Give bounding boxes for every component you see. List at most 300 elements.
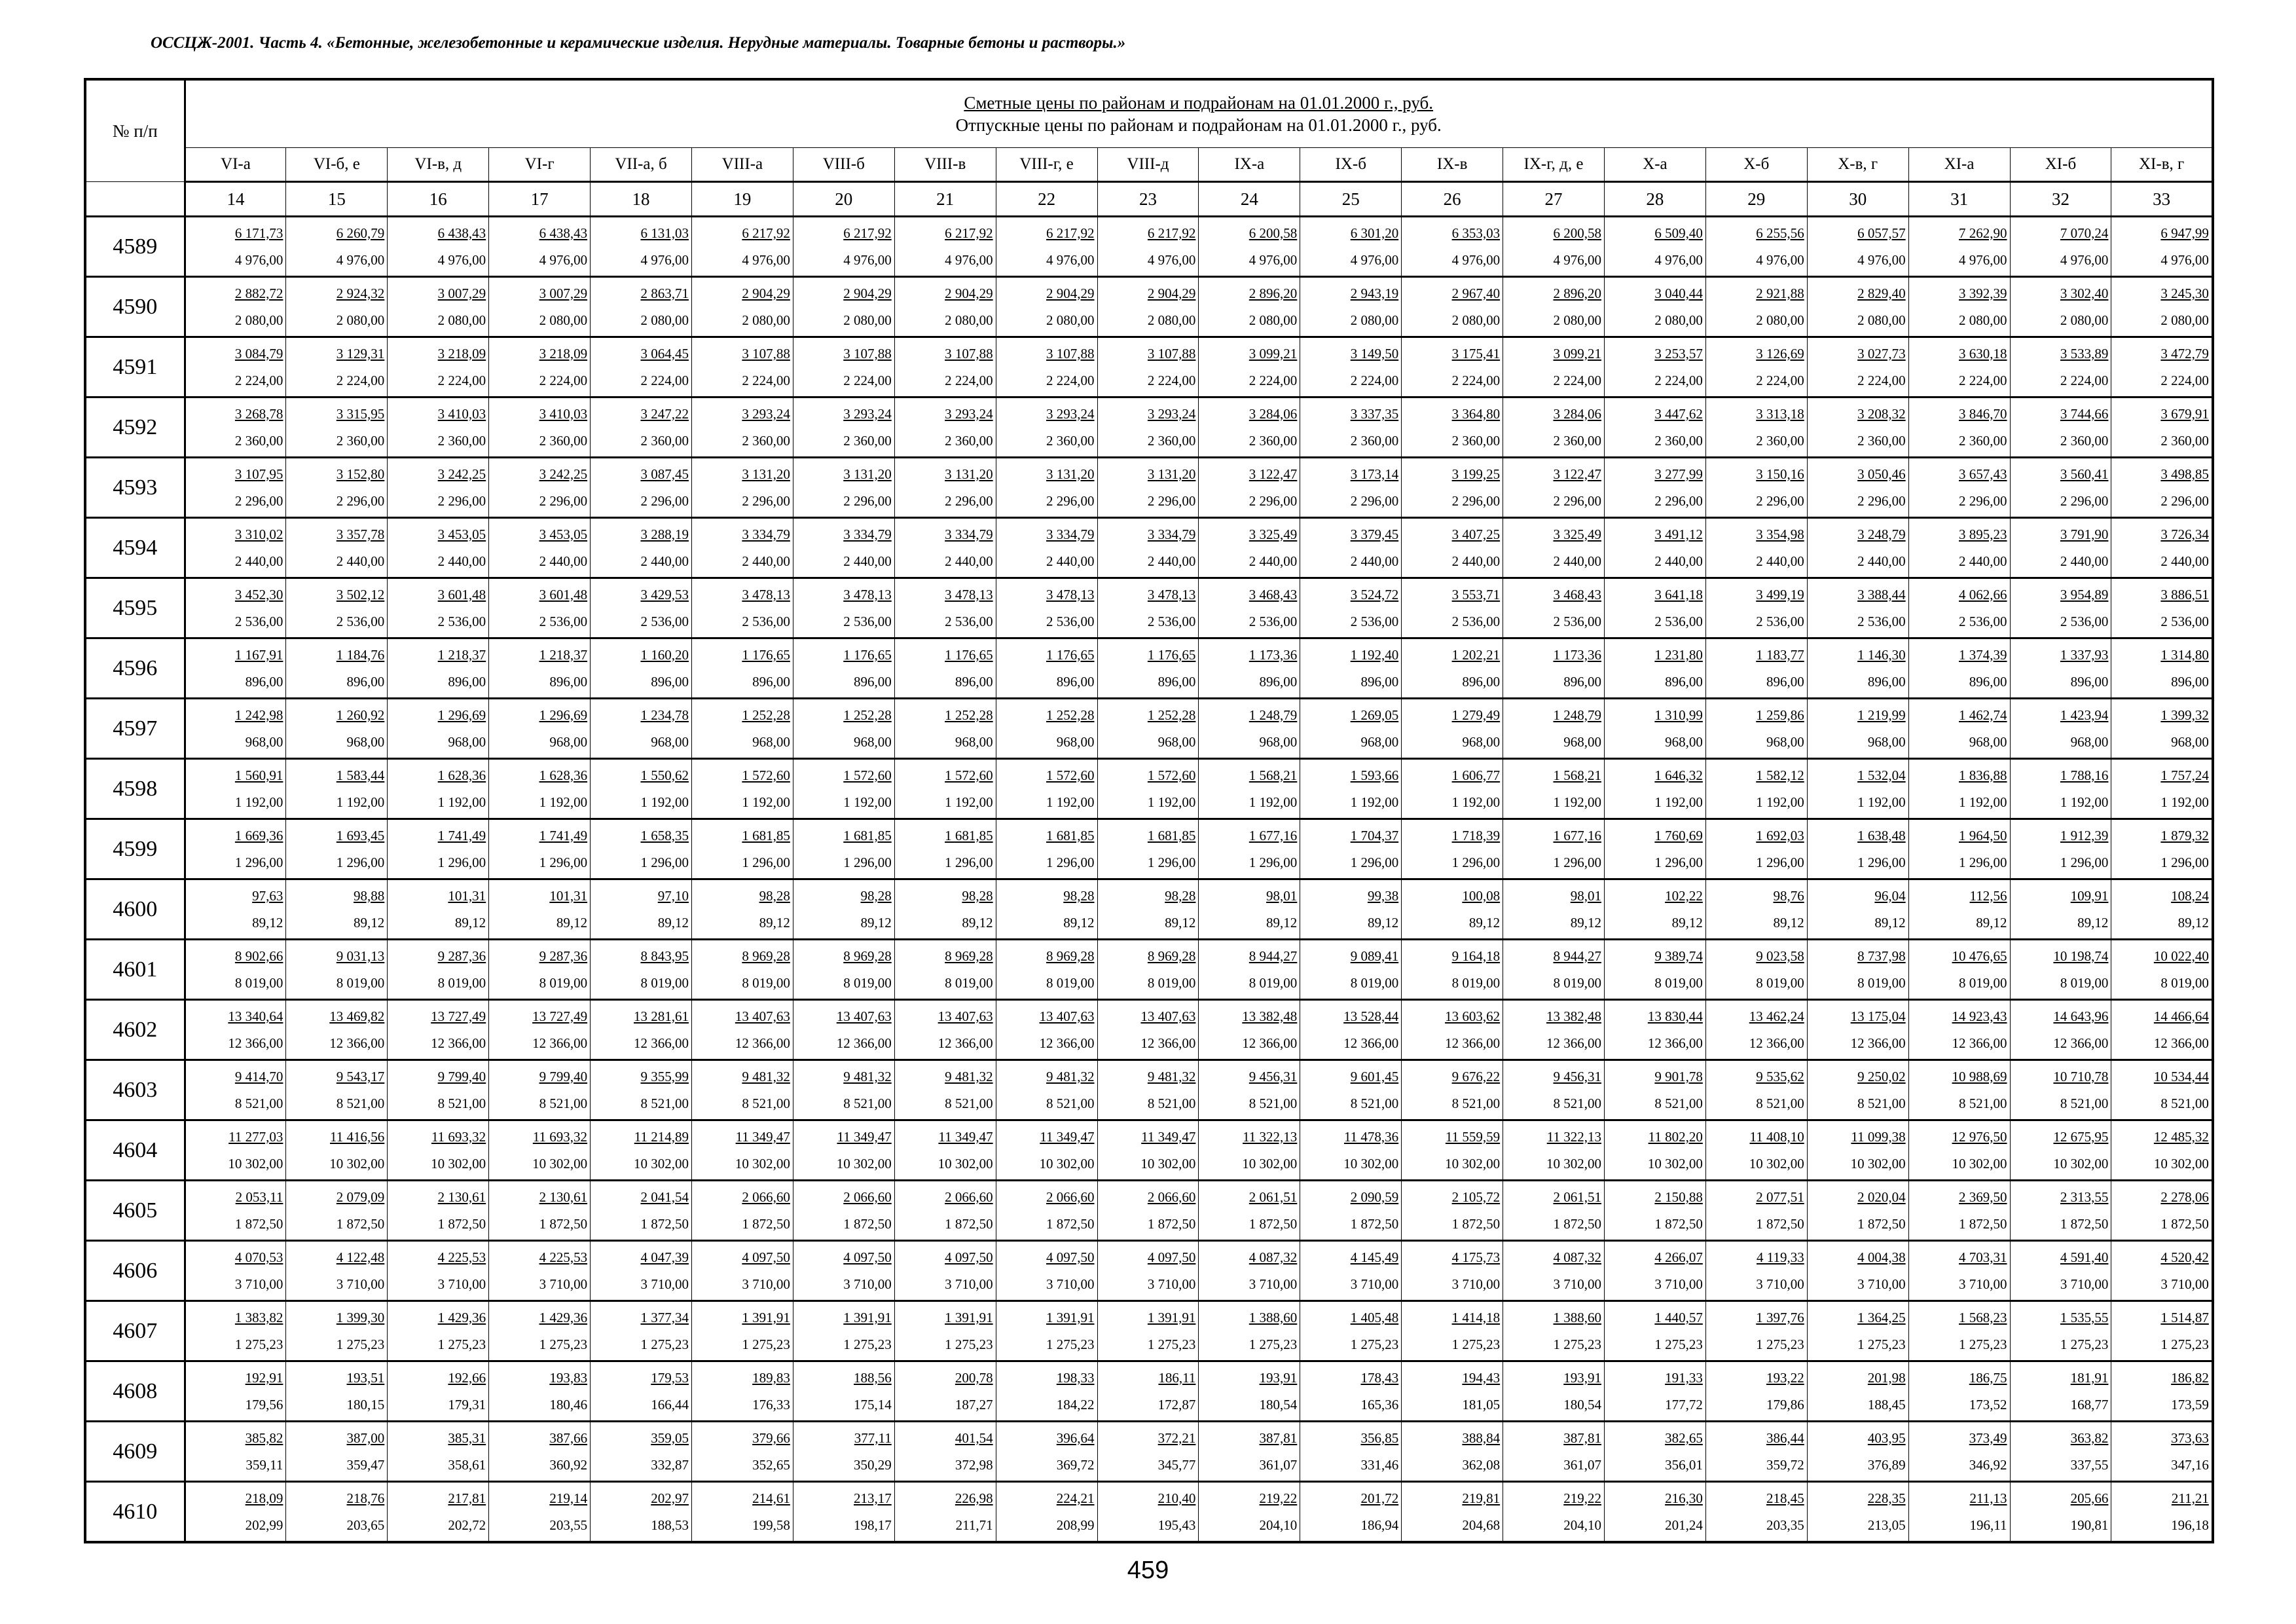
selling-price: 1 872,50 bbox=[742, 1215, 790, 1232]
estimated-price: 3 150,16 bbox=[1756, 466, 1804, 482]
selling-price: 186,94 bbox=[1360, 1517, 1399, 1533]
selling-price: 1 192,00 bbox=[1046, 794, 1095, 810]
price-cell bbox=[1705, 518, 1807, 578]
estimated-price: 8 969,28 bbox=[1147, 948, 1196, 964]
column-number: 29 bbox=[1705, 182, 1807, 217]
estimated-price: 3 277,99 bbox=[1654, 466, 1703, 482]
estimated-price: 9 250,02 bbox=[1857, 1068, 1906, 1084]
price-cell bbox=[1705, 1060, 1807, 1120]
estimated-price: 2 904,29 bbox=[945, 285, 993, 301]
price-cell bbox=[691, 1482, 793, 1543]
price-cell bbox=[793, 879, 894, 940]
row-number: 4606 bbox=[85, 1241, 185, 1301]
selling-price: 2 080,00 bbox=[539, 312, 588, 328]
selling-price: 1 192,00 bbox=[1451, 794, 1501, 810]
price-cell bbox=[894, 1482, 996, 1543]
selling-price: 89,12 bbox=[454, 914, 486, 931]
estimated-price: 1 681,85 bbox=[843, 827, 892, 843]
estimated-price: 2 066,60 bbox=[1046, 1189, 1095, 1205]
estimated-price: 8 737,98 bbox=[1857, 948, 1906, 964]
price-cell bbox=[286, 1181, 388, 1241]
selling-price: 359,11 bbox=[246, 1456, 283, 1473]
price-cell bbox=[185, 759, 286, 819]
price-cell bbox=[591, 940, 692, 1000]
region-header: VII-а, б bbox=[591, 148, 692, 182]
selling-price: 1 872,50 bbox=[945, 1215, 993, 1232]
estimated-price: 3 313,18 bbox=[1756, 405, 1804, 422]
price-cell bbox=[1503, 1060, 1605, 1120]
row-number: 4600 bbox=[85, 879, 185, 940]
selling-price: 8 019,00 bbox=[539, 974, 588, 991]
price-cell bbox=[591, 1361, 692, 1422]
price-cell bbox=[1503, 1181, 1605, 1241]
estimated-price: 1 741,49 bbox=[437, 827, 486, 843]
price-cell bbox=[185, 1060, 286, 1120]
price-cell bbox=[591, 1301, 692, 1361]
selling-price: 10 302,00 bbox=[2153, 1155, 2209, 1172]
estimated-price: 228,35 bbox=[1867, 1490, 1906, 1506]
estimated-price: 1 568,23 bbox=[1959, 1309, 2007, 1325]
estimated-price: 1 677,16 bbox=[1248, 827, 1298, 843]
estimated-price: 3 208,32 bbox=[1857, 405, 1906, 422]
price-cell bbox=[591, 819, 692, 879]
selling-price: 2 440,00 bbox=[1756, 553, 1804, 569]
selling-price: 8 019,00 bbox=[1553, 974, 1601, 991]
estimated-price: 6 353,03 bbox=[1451, 225, 1501, 241]
selling-price: 369,72 bbox=[1056, 1456, 1095, 1473]
estimated-price: 13 407,63 bbox=[938, 1008, 993, 1024]
price-cell bbox=[1402, 1422, 1503, 1482]
selling-price: 10 302,00 bbox=[228, 1155, 283, 1172]
estimated-price: 13 727,49 bbox=[532, 1008, 588, 1024]
price-cell bbox=[286, 879, 388, 940]
row-number: 4601 bbox=[85, 940, 185, 1000]
estimated-price: 9 481,32 bbox=[1147, 1068, 1196, 1084]
price-cell bbox=[489, 940, 591, 1000]
selling-price: 2 296,00 bbox=[2060, 492, 2109, 509]
estimated-price: 2 077,51 bbox=[1756, 1189, 1804, 1205]
table-row bbox=[85, 1422, 2213, 1482]
selling-price: 1 296,00 bbox=[1248, 854, 1298, 870]
price-cell bbox=[1705, 397, 1807, 458]
price-cell bbox=[1908, 518, 2010, 578]
price-cell bbox=[1705, 217, 1807, 277]
price-cell bbox=[1705, 277, 1807, 337]
estimated-price: 1 572,60 bbox=[843, 767, 892, 783]
price-cell bbox=[2111, 759, 2213, 819]
selling-price: 3 710,00 bbox=[1451, 1276, 1501, 1292]
estimated-price: 2 150,88 bbox=[1654, 1189, 1703, 1205]
selling-price: 896,00 bbox=[1056, 673, 1095, 690]
price-cell bbox=[1705, 638, 1807, 699]
price-cell bbox=[1503, 1000, 1605, 1060]
selling-price: 1 296,00 bbox=[742, 854, 790, 870]
estimated-price: 6 217,92 bbox=[945, 225, 993, 241]
estimated-price: 193,91 bbox=[1563, 1369, 1601, 1386]
estimated-price: 2 130,61 bbox=[539, 1189, 588, 1205]
selling-price: 8 521,00 bbox=[640, 1095, 689, 1111]
estimated-price: 1 514,87 bbox=[2160, 1309, 2209, 1325]
price-cell bbox=[489, 1422, 591, 1482]
price-cell bbox=[1402, 1301, 1503, 1361]
estimated-price: 8 944,27 bbox=[1553, 948, 1601, 964]
selling-price: 1 192,00 bbox=[1147, 794, 1196, 810]
selling-price: 89,12 bbox=[556, 914, 588, 931]
estimated-price: 194,43 bbox=[1462, 1369, 1501, 1386]
estimated-price: 9 601,45 bbox=[1350, 1068, 1399, 1084]
price-cell bbox=[591, 277, 692, 337]
price-cell bbox=[691, 879, 793, 940]
estimated-price: 98,28 bbox=[860, 887, 892, 904]
price-cell bbox=[388, 397, 489, 458]
estimated-price: 13 603,62 bbox=[1445, 1008, 1501, 1024]
selling-price: 2 440,00 bbox=[1248, 553, 1298, 569]
column-number: 30 bbox=[1807, 182, 1908, 217]
selling-price: 8 521,00 bbox=[1959, 1095, 2007, 1111]
selling-price: 2 296,00 bbox=[1857, 492, 1906, 509]
price-cell bbox=[1300, 337, 1402, 397]
price-cell bbox=[1908, 940, 2010, 1000]
selling-price: 12 366,00 bbox=[329, 1035, 385, 1051]
price-cell bbox=[1908, 1301, 2010, 1361]
price-cell bbox=[2010, 1301, 2111, 1361]
estimated-price: 11 693,32 bbox=[431, 1128, 486, 1145]
price-cell bbox=[1097, 277, 1199, 337]
selling-price: 180,54 bbox=[1259, 1396, 1298, 1412]
price-cell bbox=[793, 1482, 894, 1543]
price-cell bbox=[691, 1422, 793, 1482]
estimated-price: 1 364,25 bbox=[1857, 1309, 1906, 1325]
estimated-price: 4 266,07 bbox=[1654, 1249, 1703, 1265]
price-cell bbox=[2111, 1241, 2213, 1301]
estimated-price: 2 105,72 bbox=[1451, 1189, 1501, 1205]
price-cell bbox=[1604, 879, 1705, 940]
selling-price: 173,52 bbox=[1969, 1396, 2007, 1412]
estimated-price: 1 760,69 bbox=[1654, 827, 1703, 843]
selling-price: 8 019,00 bbox=[1654, 974, 1703, 991]
price-cell bbox=[691, 638, 793, 699]
region-header: IX-а bbox=[1199, 148, 1300, 182]
selling-price: 347,16 bbox=[2171, 1456, 2209, 1473]
estimated-price: 3 107,88 bbox=[1147, 345, 1196, 361]
selling-price: 203,55 bbox=[549, 1517, 588, 1533]
estimated-price: 4 225,53 bbox=[539, 1249, 588, 1265]
estimated-price: 1 677,16 bbox=[1553, 827, 1601, 843]
region-header: IX-в bbox=[1402, 148, 1503, 182]
price-cell bbox=[185, 940, 286, 1000]
estimated-price: 4 119,33 bbox=[1757, 1249, 1804, 1265]
estimated-price: 3 447,62 bbox=[1654, 405, 1703, 422]
selling-price: 1 192,00 bbox=[1756, 794, 1804, 810]
price-cell bbox=[1807, 1482, 1908, 1543]
selling-price: 1 192,00 bbox=[1857, 794, 1906, 810]
estimated-price: 377,11 bbox=[854, 1430, 892, 1446]
selling-price: 346,92 bbox=[1969, 1456, 2007, 1473]
price-cell bbox=[591, 397, 692, 458]
selling-price: 2 080,00 bbox=[1857, 312, 1906, 328]
price-cell bbox=[286, 940, 388, 1000]
estimated-price: 1 879,32 bbox=[2160, 827, 2209, 843]
price-cell bbox=[286, 458, 388, 518]
estimated-price: 181,91 bbox=[2070, 1369, 2109, 1386]
estimated-price: 3 007,29 bbox=[539, 285, 588, 301]
selling-price: 4 976,00 bbox=[2160, 251, 2209, 268]
price-cell bbox=[1705, 819, 1807, 879]
estimated-price: 1 583,44 bbox=[336, 767, 385, 783]
price-cell bbox=[1097, 1301, 1199, 1361]
column-number: 33 bbox=[2111, 182, 2213, 217]
selling-price: 2 440,00 bbox=[1451, 553, 1501, 569]
selling-price: 12 366,00 bbox=[1242, 1035, 1298, 1051]
selling-price: 4 976,00 bbox=[1857, 251, 1906, 268]
estimated-price: 6 509,40 bbox=[1654, 225, 1703, 241]
price-cell bbox=[691, 940, 793, 1000]
selling-price: 2 440,00 bbox=[1959, 553, 2007, 569]
selling-price: 1 872,50 bbox=[437, 1215, 486, 1232]
estimated-price: 6 200,58 bbox=[1553, 225, 1601, 241]
selling-price: 1 872,50 bbox=[1147, 1215, 1196, 1232]
column-number: 18 bbox=[591, 182, 692, 217]
estimated-price: 6 255,56 bbox=[1756, 225, 1804, 241]
selling-price: 1 275,23 bbox=[1046, 1336, 1095, 1352]
estimated-price: 1 391,91 bbox=[1046, 1309, 1095, 1325]
price-cell bbox=[489, 1060, 591, 1120]
estimated-price: 3 641,18 bbox=[1654, 586, 1703, 602]
price-cell bbox=[1503, 1301, 1605, 1361]
selling-price: 8 521,00 bbox=[336, 1095, 385, 1111]
selling-price: 2 440,00 bbox=[437, 553, 486, 569]
selling-price: 2 536,00 bbox=[2160, 613, 2209, 629]
estimated-price: 4 520,42 bbox=[2160, 1249, 2209, 1265]
price-cell bbox=[591, 1422, 692, 1482]
column-number: 32 bbox=[2010, 182, 2111, 217]
price-cell bbox=[1097, 337, 1199, 397]
price-cell bbox=[894, 217, 996, 277]
estimated-price: 6 438,43 bbox=[437, 225, 486, 241]
selling-price: 8 521,00 bbox=[2060, 1095, 2109, 1111]
selling-price: 332,87 bbox=[651, 1456, 689, 1473]
selling-price: 196,11 bbox=[1969, 1517, 2007, 1533]
estimated-price: 1 252,28 bbox=[742, 707, 790, 723]
price-cell bbox=[185, 397, 286, 458]
price-cell bbox=[2111, 699, 2213, 759]
price-cell bbox=[1097, 819, 1199, 879]
selling-price: 1 296,00 bbox=[1959, 854, 2007, 870]
price-cell bbox=[1402, 397, 1503, 458]
price-cell bbox=[388, 699, 489, 759]
estimated-price: 6 217,92 bbox=[843, 225, 892, 241]
price-cell bbox=[691, 397, 793, 458]
selling-price: 2 224,00 bbox=[1756, 372, 1804, 388]
estimated-price: 3 886,51 bbox=[2160, 586, 2209, 602]
table-row bbox=[85, 940, 2213, 1000]
selling-price: 12 366,00 bbox=[1039, 1035, 1095, 1051]
selling-price: 12 366,00 bbox=[1952, 1035, 2007, 1051]
price-cell bbox=[1300, 1422, 1402, 1482]
selling-price: 8 521,00 bbox=[843, 1095, 892, 1111]
estimated-price: 3 293,24 bbox=[945, 405, 993, 422]
selling-price: 4 976,00 bbox=[1248, 251, 1298, 268]
estimated-price: 3 498,85 bbox=[2160, 466, 2209, 482]
selling-price: 1 192,00 bbox=[1350, 794, 1399, 810]
price-cell bbox=[388, 1181, 489, 1241]
estimated-price: 11 349,47 bbox=[837, 1128, 892, 1145]
price-cell bbox=[388, 1422, 489, 1482]
selling-price: 1 872,50 bbox=[2060, 1215, 2109, 1232]
selling-price: 2 536,00 bbox=[437, 613, 486, 629]
estimated-price: 3 657,43 bbox=[1959, 466, 2007, 482]
selling-price: 8 019,00 bbox=[1248, 974, 1298, 991]
estimated-price: 201,98 bbox=[1867, 1369, 1906, 1386]
price-cell bbox=[2111, 1120, 2213, 1181]
price-cell bbox=[286, 1241, 388, 1301]
estimated-price: 3 131,20 bbox=[742, 466, 790, 482]
price-cell bbox=[1908, 458, 2010, 518]
estimated-price: 387,81 bbox=[1259, 1430, 1298, 1446]
table-row bbox=[85, 638, 2213, 699]
price-cell bbox=[1604, 397, 1705, 458]
selling-price: 2 360,00 bbox=[1959, 432, 2007, 449]
price-cell bbox=[1199, 1241, 1300, 1301]
price-cell bbox=[1503, 759, 1605, 819]
estimated-price: 1 423,94 bbox=[2060, 707, 2109, 723]
price-cell bbox=[2010, 1241, 2111, 1301]
price-cell bbox=[691, 1000, 793, 1060]
estimated-price: 1 252,28 bbox=[843, 707, 892, 723]
column-number: 25 bbox=[1300, 182, 1402, 217]
price-cell bbox=[185, 1241, 286, 1301]
row-number: 4594 bbox=[85, 518, 185, 578]
price-cell bbox=[388, 458, 489, 518]
price-cell bbox=[1503, 1241, 1605, 1301]
selling-price: 1 296,00 bbox=[1350, 854, 1399, 870]
estimated-price: 13 830,44 bbox=[1647, 1008, 1703, 1024]
estimated-price: 11 099,38 bbox=[1851, 1128, 1906, 1145]
selling-price: 896,00 bbox=[1462, 673, 1501, 690]
price-cell bbox=[388, 638, 489, 699]
estimated-price: 8 944,27 bbox=[1248, 948, 1298, 964]
price-cell bbox=[996, 277, 1097, 337]
table-row bbox=[85, 217, 2213, 277]
selling-price: 12 366,00 bbox=[633, 1035, 689, 1051]
price-cell bbox=[2010, 819, 2111, 879]
estimated-price: 9 481,32 bbox=[843, 1068, 892, 1084]
selling-price: 1 296,00 bbox=[539, 854, 588, 870]
row-number: 4604 bbox=[85, 1120, 185, 1181]
header-row-column-numbers bbox=[85, 182, 2213, 217]
row-number: 4609 bbox=[85, 1422, 185, 1482]
price-cell bbox=[591, 879, 692, 940]
selling-price: 2 296,00 bbox=[742, 492, 790, 509]
price-cell bbox=[996, 819, 1097, 879]
selling-price: 8 521,00 bbox=[539, 1095, 588, 1111]
selling-price: 1 296,00 bbox=[2060, 854, 2109, 870]
price-cell bbox=[1300, 1000, 1402, 1060]
estimated-price: 4 591,40 bbox=[2060, 1249, 2109, 1265]
selling-price: 204,10 bbox=[1259, 1517, 1298, 1533]
selling-price: 2 360,00 bbox=[1147, 432, 1196, 449]
selling-price: 10 302,00 bbox=[1140, 1155, 1196, 1172]
price-cell bbox=[2010, 699, 2111, 759]
price-cell bbox=[185, 1000, 286, 1060]
price-cell bbox=[1199, 217, 1300, 277]
estimated-price: 4 703,31 bbox=[1959, 1249, 2007, 1265]
estimated-price: 4 145,49 bbox=[1350, 1249, 1399, 1265]
selling-price: 1 872,50 bbox=[2160, 1215, 2209, 1232]
estimated-price: 205,66 bbox=[2070, 1490, 2109, 1506]
estimated-price: 3 499,19 bbox=[1756, 586, 1804, 602]
estimated-price: 108,24 bbox=[2171, 887, 2209, 904]
estimated-price: 8 902,66 bbox=[234, 948, 283, 964]
selling-price: 1 192,00 bbox=[1654, 794, 1703, 810]
estimated-price: 373,63 bbox=[2171, 1430, 2209, 1446]
estimated-price: 1 681,85 bbox=[945, 827, 993, 843]
estimated-price: 1 912,39 bbox=[2060, 827, 2109, 843]
selling-price: 2 224,00 bbox=[1046, 372, 1095, 388]
estimated-price: 2 066,60 bbox=[742, 1189, 790, 1205]
selling-price: 213,05 bbox=[1867, 1517, 1906, 1533]
selling-price: 372,98 bbox=[955, 1456, 993, 1473]
estimated-price: 3 726,34 bbox=[2160, 526, 2209, 542]
selling-price: 1 296,00 bbox=[1654, 854, 1703, 870]
estimated-price: 3 478,13 bbox=[843, 586, 892, 602]
selling-price: 1 296,00 bbox=[1553, 854, 1601, 870]
selling-price: 896,00 bbox=[853, 673, 892, 690]
selling-price: 2 080,00 bbox=[1756, 312, 1804, 328]
estimated-price: 98,28 bbox=[962, 887, 993, 904]
estimated-price: 2 829,40 bbox=[1857, 285, 1906, 301]
price-cell bbox=[1402, 879, 1503, 940]
estimated-price: 1 183,77 bbox=[1756, 646, 1804, 663]
estimated-price: 4 225,53 bbox=[437, 1249, 486, 1265]
estimated-price: 201,72 bbox=[1360, 1490, 1399, 1506]
price-cell bbox=[793, 940, 894, 1000]
estimated-price: 387,66 bbox=[549, 1430, 588, 1446]
price-cell bbox=[286, 518, 388, 578]
estimated-price: 3 064,45 bbox=[640, 345, 689, 361]
selling-price: 8 019,00 bbox=[1756, 974, 1804, 991]
selling-price: 2 360,00 bbox=[2160, 432, 2209, 449]
price-cell bbox=[286, 1000, 388, 1060]
selling-price: 8 521,00 bbox=[1553, 1095, 1601, 1111]
selling-price: 2 360,00 bbox=[843, 432, 892, 449]
region-header: X-а bbox=[1604, 148, 1705, 182]
price-cell bbox=[1199, 1482, 1300, 1543]
selling-price: 2 080,00 bbox=[1248, 312, 1298, 328]
estimated-price: 98,28 bbox=[1165, 887, 1196, 904]
estimated-price: 186,82 bbox=[2171, 1369, 2209, 1386]
estimated-price: 98,28 bbox=[759, 887, 790, 904]
price-cell bbox=[1097, 518, 1199, 578]
estimated-price: 13 407,63 bbox=[836, 1008, 892, 1024]
table-row bbox=[85, 1060, 2213, 1120]
selling-price: 1 872,50 bbox=[843, 1215, 892, 1232]
price-cell bbox=[691, 699, 793, 759]
selling-price: 2 224,00 bbox=[640, 372, 689, 388]
estimated-price: 219,22 bbox=[1259, 1490, 1298, 1506]
price-cell bbox=[1604, 337, 1705, 397]
page-header: ОССЦЖ-2001. Часть 4. «Бетонные, железобетонные и керамические изделия. Нерудные материалы. Товарные бетоны и растворы.» bbox=[151, 34, 1126, 52]
selling-price: 8 521,00 bbox=[1857, 1095, 1906, 1111]
estimated-price: 1 388,60 bbox=[1248, 1309, 1298, 1325]
estimated-price: 98,01 bbox=[1266, 887, 1298, 904]
selling-price: 10 302,00 bbox=[1952, 1155, 2007, 1172]
price-cell bbox=[1807, 759, 1908, 819]
selling-price: 4 976,00 bbox=[1046, 251, 1095, 268]
selling-price: 2 440,00 bbox=[1046, 553, 1095, 569]
estimated-price: 1 414,18 bbox=[1451, 1309, 1501, 1325]
estimated-price: 9 481,32 bbox=[1046, 1068, 1095, 1084]
